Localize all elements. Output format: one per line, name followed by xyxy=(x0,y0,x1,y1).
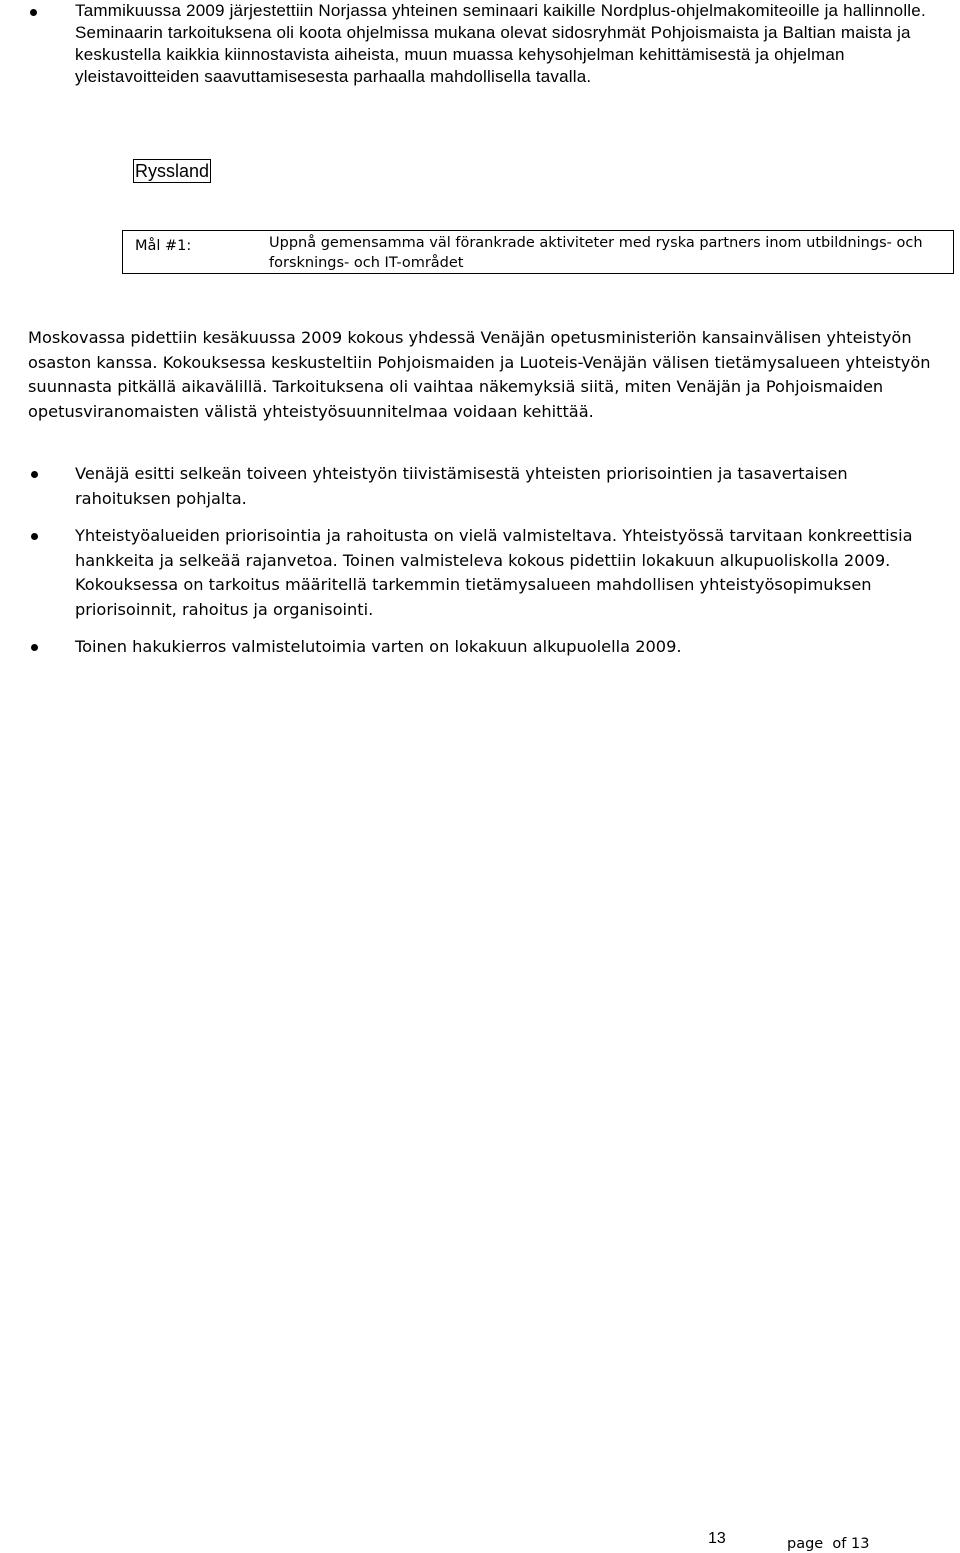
page-number: 13 xyxy=(708,1530,726,1547)
goal-label: Mål #1: xyxy=(135,238,192,254)
list-item-text: Toinen hakukierros valmistelutoimia varten on lokakuun alkupuolella 2009. xyxy=(75,637,682,656)
list-item xyxy=(28,524,948,622)
page-of-label: page of 13 xyxy=(787,1536,870,1552)
bullet-icon xyxy=(31,471,38,478)
list-item xyxy=(28,462,948,511)
list-item-text: Yhteistyöalueiden priorisointia ja rahoitusta on vielä valmisteltava. Yhteistyössä tarvitaan konkreettisia hankkeita ja selkeää rajanvetoa. Toinen valmisteleva kokous pidettiin lokakuun alkupuoliskolla 2009. Kokouksessa on tarkoitus määritellä tarkemmin tietämysalueen mahdollisen yhteistyösopimuksen priorisoinnit, rahoitus ja organisointi. xyxy=(75,526,913,619)
intro-bullet-text: Tammikuussa 2009 järjestettiin Norjassa yhteinen seminaari kaikille Nordplus-ohjelmakomiteoille ja hallinnolle. Seminaarin tarkoituksena oli koota ohjelmissa mukana olevat sidosryhmät Pohjoismaista ja Baltian maista ja keskustella kaikkia kiinnostavista aiheista, muun muassa kehysohjelman kehittämisestä ja ohjelman yleistavoitteiden saavuttamisesesta parhaalla mahdollisella tavalla. xyxy=(75,1,926,86)
section-heading: Ryssland xyxy=(135,161,210,181)
bullet-icon xyxy=(31,533,38,540)
goal-box xyxy=(122,230,954,274)
goal-text: Uppnå gemensamma väl förankrade aktiviteter med ryska partners inom utbildnings- och forsknings- och IT-området xyxy=(269,235,923,271)
bullet-icon xyxy=(30,9,37,16)
list-item-text: Venäjä esitti selkeän toiveen yhteistyön tiivistämisestä yhteisten priorisointien ja tasavertaisen rahoituksen pohjalta. xyxy=(75,464,848,508)
bullet-list xyxy=(28,462,948,673)
body-paragraph: Moskovassa pidettiin kesäkuussa 2009 kokous yhdessä Venäjän opetusministeriön kansainvälisen yhteistyön osaston kanssa. Kokouksessa keskusteltiin Pohjoismaiden ja Luoteis-Venäjän välisen tietämysalueen yhteistyön suunnasta pitkällä aikavälillä. Tarkoituksena oli vaihtaa näkemyksiä siitä, miten Venäjän ja Pohjoismaiden opetusviranomaisten välistä yhteistyösuunnitelmaa voidaan kehittää. xyxy=(28,328,931,421)
list-item xyxy=(28,635,948,660)
bullet-icon xyxy=(31,644,38,651)
